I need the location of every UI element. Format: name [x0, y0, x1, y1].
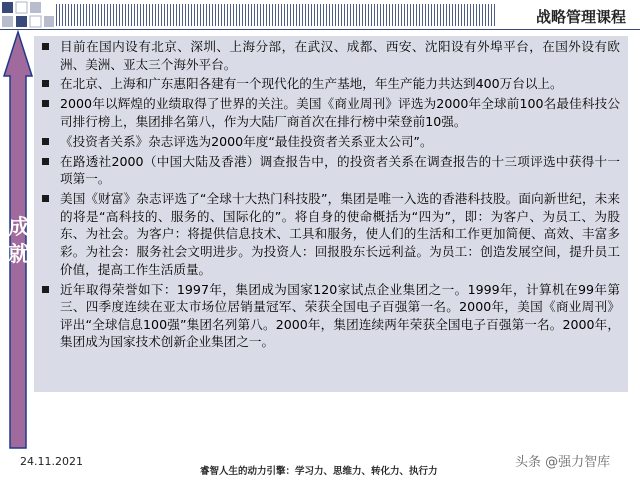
list-item-text: 在路透社2000（中国大陆及香港）调查报告中，的投资者关系在调查报告的十三项评选中获得十一项第一。 [60, 153, 620, 187]
list-item [40, 38, 620, 73]
bullet-square-icon [42, 43, 49, 50]
achievement-list [34, 36, 628, 351]
list-item-text: 目前在国内设有北京、深圳、上海分部，在武汉、成都、西安、沈阳设有外埠平台，在国外设有欧洲、美洲、亚太三个海外平台。 [60, 39, 620, 72]
bullet-square-icon [42, 195, 49, 202]
list-item [40, 190, 620, 278]
list-item-text: 美国《财富》杂志评选了“全球十大热门科技股”，集团是唯一入选的香港科技股。面向新世纪，未来的将是“高科技的、服务的、国际化的”。将自身的使命概括为“四为”，即：为客户、为员工、为股东、为社会。为客户：将提供信息技术、工具和服务，使人们的生活和工作更加简便、高效、丰富多彩。为社会：服务社会文明进步。为投资人：回报股东长远利益。为员工：创造发展空间，提升员工价值，提高工作生活质量。 [60, 191, 620, 277]
list-item-text: 《投资者关系》杂志评选为2000年度“最佳投资者关系亚太公司”。 [60, 133, 433, 149]
footer-date: 24.11.2021 [20, 455, 83, 468]
list-item [40, 133, 620, 151]
list-item-text: 2000年以辉煌的业绩取得了世界的关注。美国《商业周刊》评选为2000年全球前100名最佳科技公司排行榜上，集团排名第八，作为大陆厂商首次在排行榜中荣登前10强。 [60, 96, 620, 129]
list-item [40, 95, 620, 130]
list-item-text: 在北京、上海和广东惠阳各建有一个现代化的生产基地，年生产能力共达到400万台以上。 [60, 76, 563, 92]
side-label-char-2: 就 [8, 242, 30, 266]
watermark [512, 448, 610, 472]
header-divider [0, 29, 640, 30]
bullet-square-icon [42, 138, 49, 145]
footer-motto: 睿智人生的动力引擎：学习力、思维力、转化力、执行力 [200, 466, 438, 477]
bullet-square-icon [42, 80, 49, 87]
list-item-text: 近年取得荣誉如下：1997年，集团成为国家120家试点企业集团之一。1999年，计算机在99年第三、四季度连续在亚太市场位居销量冠军、荣获全国电子百强第一名。2000年，美国《商业周刊》评出“全球信息100强”集团名列第八。2000年，集团连续两年荣获全国电子百强第一名。2000年，集团成为国家技术创新企业集团之一。 [60, 281, 620, 350]
course-title: 战略管理课程 [535, 8, 626, 26]
header-decoration-squares-icon [0, 0, 56, 30]
side-label-char-1: 成 [8, 215, 30, 239]
bullet-square-icon [42, 286, 49, 293]
list-item [40, 281, 620, 351]
list-item [40, 75, 620, 93]
side-label-achievement [6, 214, 32, 268]
header-stripe-band [56, 4, 496, 26]
watermark-text: 头条 @强力智库 [515, 454, 611, 470]
content-panel [34, 36, 628, 392]
list-item [40, 153, 620, 188]
bullet-square-icon [42, 158, 49, 165]
bullet-square-icon [42, 100, 49, 107]
